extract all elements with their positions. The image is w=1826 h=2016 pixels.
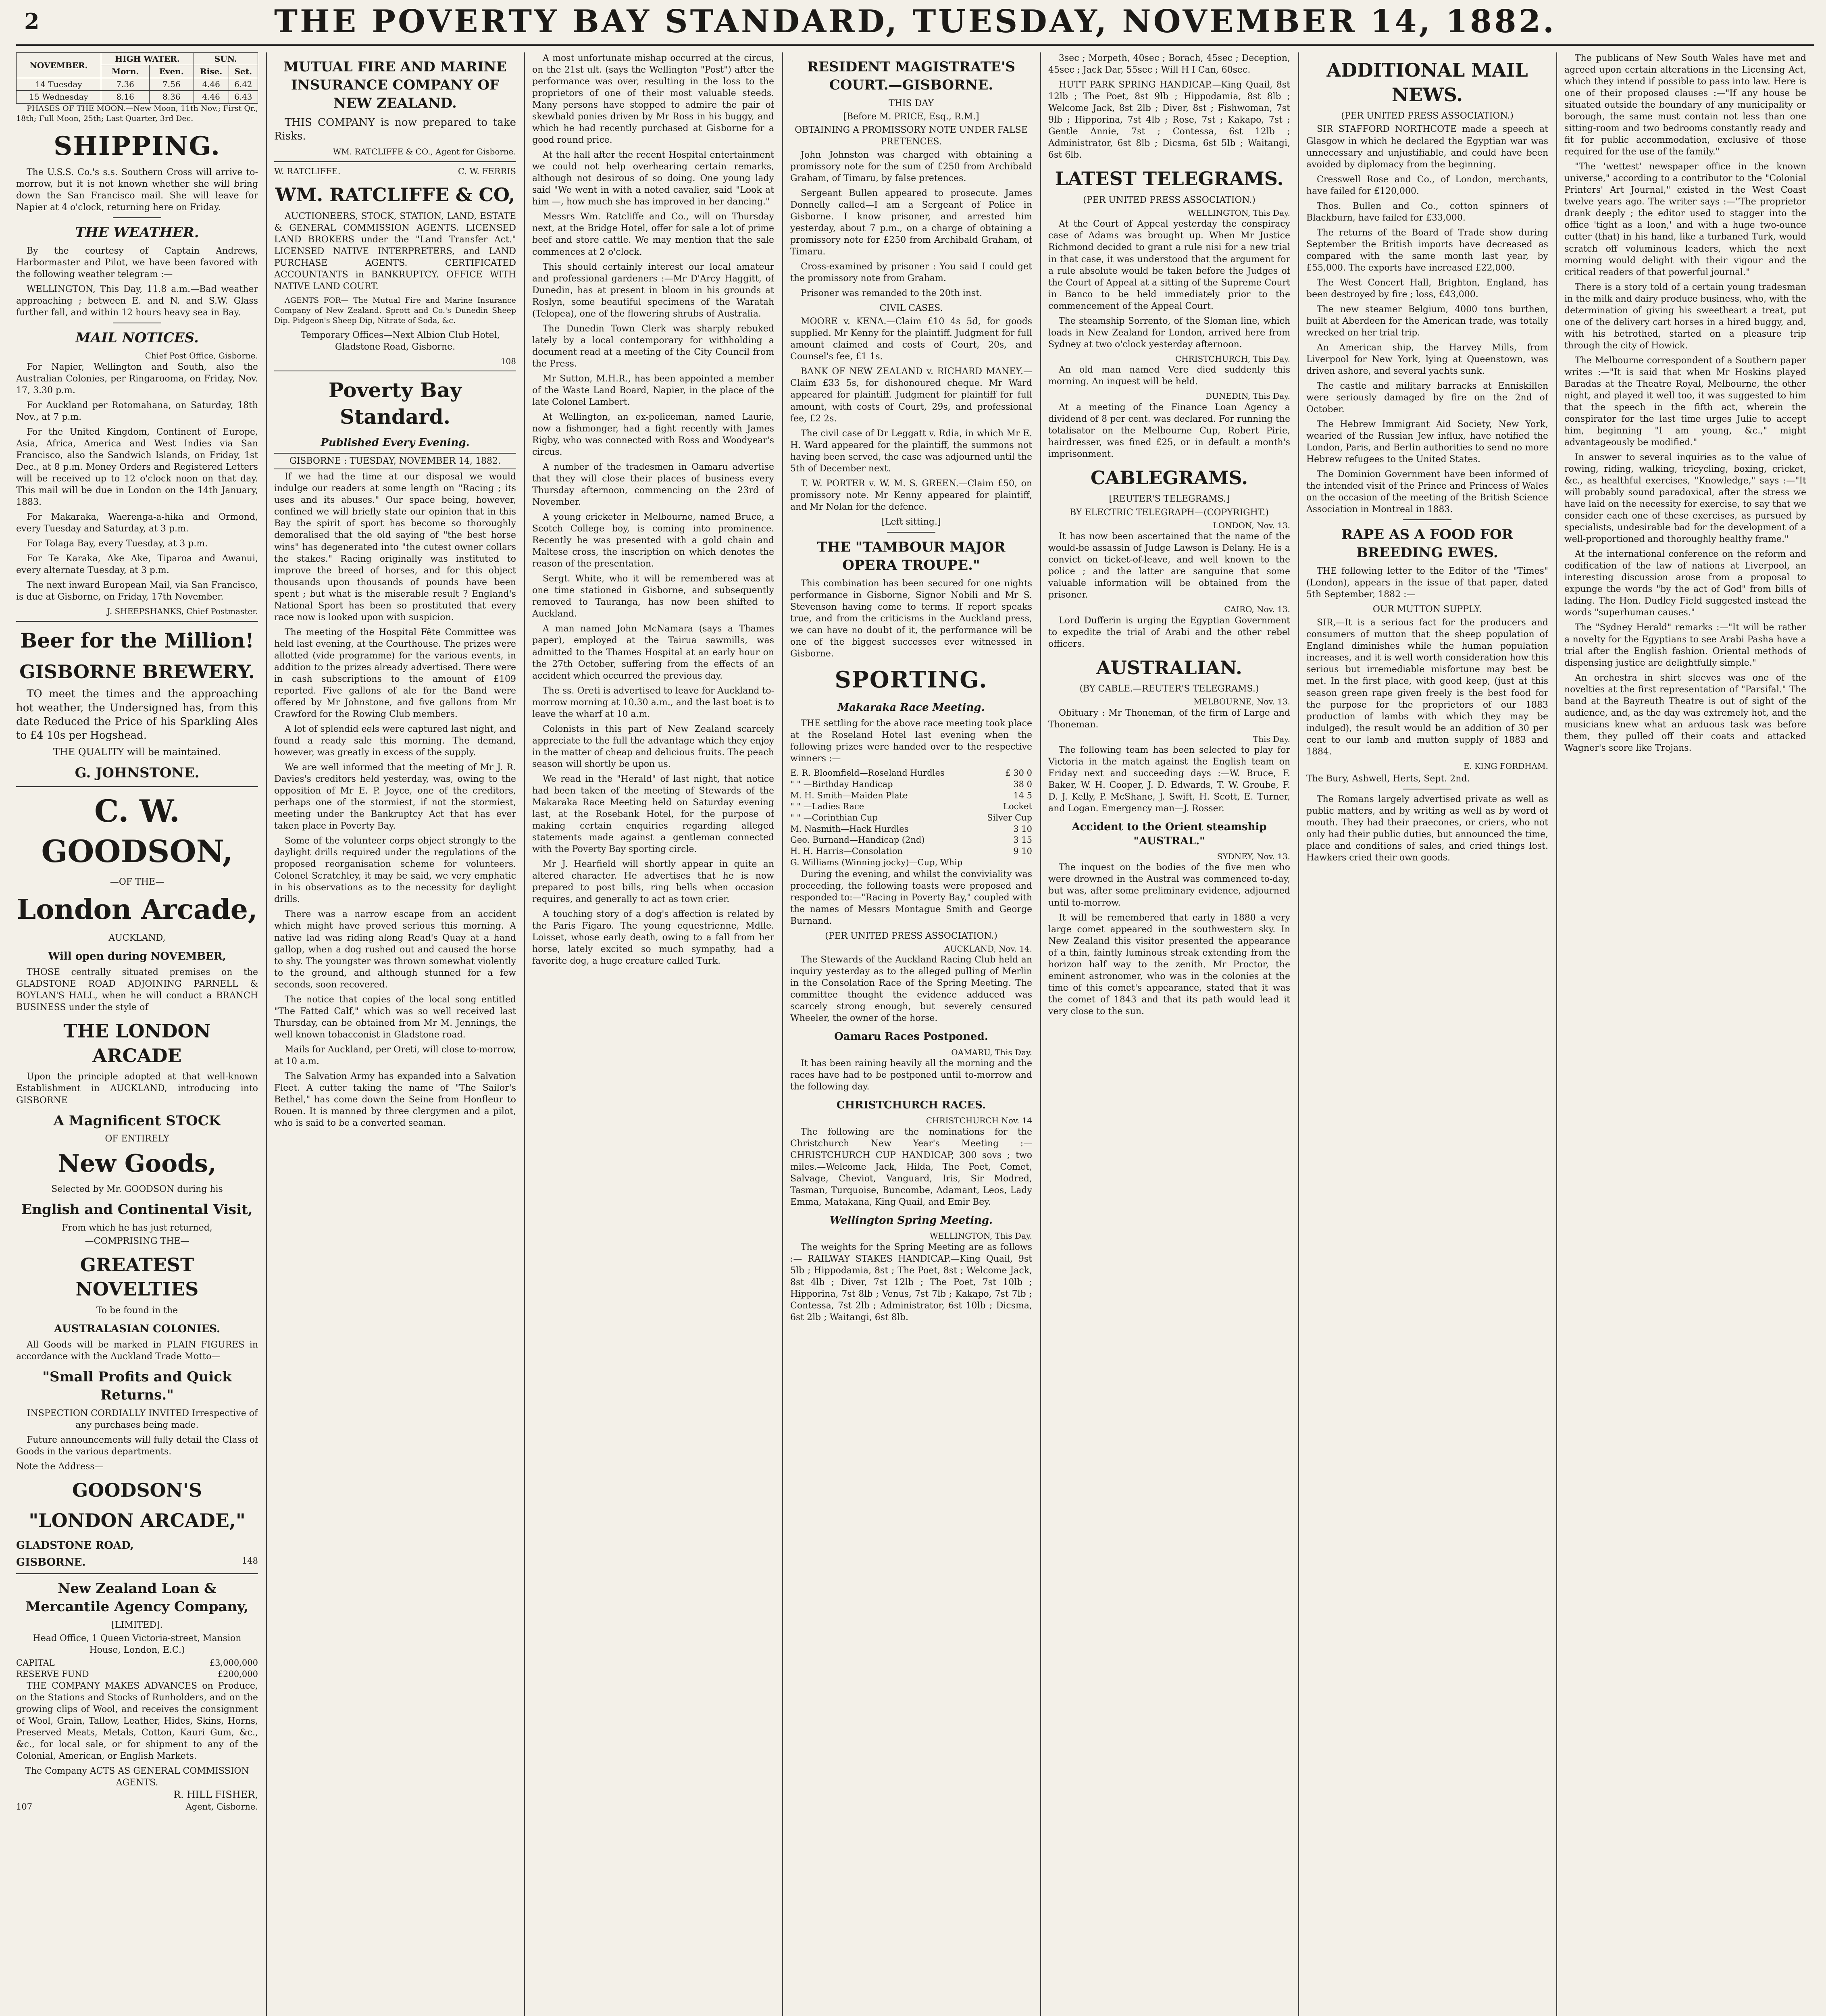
column-3	[532, 52, 774, 2016]
editorial-paragraph: A lot of splendid eels were captured last night, and found a ready sale this morning. The demand, however, was greatly in excess of the supply.	[274, 724, 516, 758]
rape-letter: SIR,—It is a serious fact for the producers and consumers of mutton that the sheep population of England diminishes while the human population increases, and it is well worth consideration how this serious but irremediable misfortune may best be met. In the first place, with good keep, (just at this season green rape given freely is the best food for the purpose for the proprietors of our 1883 production of lambs with which they may be indulged), the result would be an addition of 30 per cent to our lamb and mutton supply of 1883 and 1884.	[1306, 618, 1548, 757]
mail-notice: For Tolaga Bay, every Tuesday, at 3 p.m.	[27, 539, 208, 549]
rape-signature: E. KING FORDHAM.	[1463, 761, 1548, 771]
goodson-address-4: GISBORNE.	[16, 1556, 86, 1569]
mail-news-paragraph: The new steamer Belgium, 4000 tons burthen, built at Aberdeen for the American trade, was totally wrecked on her trial trip.	[1306, 304, 1548, 338]
rape-heading: RAPE AS A FOOD FOR BREEDING EWES.	[1341, 527, 1513, 561]
goodson-city: AUCKLAND,	[108, 933, 166, 943]
tide-header-rise: Rise.	[194, 65, 229, 78]
auckland-dateline: AUCKLAND, Nov. 14.	[944, 943, 1032, 954]
tide-table	[16, 52, 258, 104]
masthead-rule	[16, 44, 1814, 46]
mail-news-paragraph: Thos. Bullen and Co., cotton spinners of Blackburn, have failed for £33,000.	[1306, 201, 1548, 223]
prize-row: Geo. Burnand—Handicap (2nd) 3 15	[790, 835, 1032, 845]
published-line: Published Every Evening.	[321, 436, 470, 449]
prize-row: " " —Birthday Handicap 38 0	[790, 779, 1032, 789]
ratcliffe-ad-number: 108	[500, 356, 516, 366]
news-paragraph: Messrs Wm. Ratcliffe and Co., will on Thursday next, at the Bridge Hotel, offer for sale a lot of prime beef and store cattle. We may mention that the sale commences at 2 o'clock.	[532, 212, 774, 257]
news-paragraph: The Dunedin Town Clerk was sharply rebuked lately by a local contemporary for withholding a document read at a meeting of the City Council from the Press.	[532, 323, 774, 369]
mail-news-paragraph: The castle and military barracks at Enniskillen were seriously damaged by fire on the 2nd of October.	[1306, 381, 1548, 415]
makaraka-intro: THE settling for the above race meeting took place at the Roseland Hotel last evening when the following prizes were handed over to the respective winners :—	[790, 719, 1032, 764]
goodson-novelties: GREATEST NOVELTIES	[75, 1254, 199, 1300]
additional-mail-heading: ADDITIONAL MAIL NEWS.	[1326, 59, 1528, 106]
cairo-text: Lord Dufferin is urging the Egyptian Government to expedite the trial of Arabi and the other rebel officers.	[1048, 615, 1290, 649]
nzloan-ad-number: 107	[16, 1801, 33, 1812]
london-text: It has now been ascertained that the name of the would-be assassin of Judge Lawson is Delany. He is a convict on ticket-of-leave, and well known to the police ; and the latter are sanguine that some valuable information will be obtained from the prisoner.	[1048, 531, 1290, 600]
news-paragraph: "The 'wettest' newspaper office in the known universe," according to a contributor to the "Colonial Printers' Art Journal," existed in the West Coast twelve years ago. The writer says :—"The proprietor drank deeply ; the editor used to stagger into the office 'tight as a loon,' and with a huge two-ounce cutter (that) in his hand, like a turbaned Turk, would scratch off voluminous leaders, which the next morning would delight with their vigour and the critical readers of that powerful journal."	[1564, 162, 1806, 277]
ratcliffe-header-left: W. RATCLIFFE.	[274, 166, 341, 176]
mail-notice: For Te Karaka, Ake Ake, Tiparoa and Awanui, every alternate Tuesday, at 3 p.m.	[16, 554, 258, 576]
goodson-selected: Selected by Mr. GOODSON during his	[51, 1184, 223, 1194]
nzloan-reserve-label: RESERVE FUND	[16, 1669, 89, 1679]
news-paragraph: A touching story of a dog's affection is related by the Paris Figaro. The young equestrienne, Mdlle. Loisset, whose early death, owing to a fall from her horse, lately excited so much sympathy, had a favorite dog, a huge creature called Turk.	[532, 909, 774, 966]
prize-row: M. H. Smith—Maiden Plate 14 5	[790, 790, 1032, 800]
ratcliffe-text: AUCTIONEERS, STOCK, STATION, LAND, ESTATE & GENERAL COMMISSION AGENTS. LICENSED LAND BROKERS under the "Land Transfer Act." LICENSED NATIVE INTERPRETERS, and LAND PURCHASE AGENTS. CERTIFICATED ACCOUNTANTS in BANKRUPTCY. OFFICE WITH NATIVE LAND COURT.	[274, 211, 516, 292]
makaraka-heading: Makaraka Race Meeting.	[837, 701, 985, 714]
sydney-dateline: SYDNEY, Nov. 13.	[1217, 852, 1290, 862]
nzloan-heading: New Zealand Loan & Mercantile Agency Company,	[25, 1581, 249, 1615]
melbourne-dateline: MELBOURNE, Nov. 13.	[1193, 697, 1290, 707]
editorial-paragraph: The meeting of the Hospital Fête Committee was held last evening, at the Courthouse. The prizes were allotted (vide programme) for the various events, in addition to the prizes already advertised. There were in cash subscriptions to the amount of £109 reported. Five gallons of ale for the Band were offered by Mr Johnstone, and five gallons from Mr Crawford for the Rowing Club members.	[274, 627, 516, 719]
nzloan-text: THE COMPANY MAKES ADVANCES on Produce, on the Stations and Stocks of Runholders, and on the growing clips of Wool, and receives the consignment of Wool, Grain, Tallow, Leather, Hides, Skins, Horns, Preserved Meats, Metals, Cotton, Kauri Gum, &c., &c., for local sale, or for shipment to any of the Colonial, American, or English Markets.	[16, 1681, 258, 1761]
news-paragraph: Sergt. White, who it will be remembered was at one time stationed in Gisborne, and subsequently removed to Tauranga, has now been shifted to Auckland.	[532, 574, 774, 619]
christchurch-dateline: CHRISTCHURCH Nov. 14	[926, 1116, 1032, 1126]
mail-notice: The next inward European Mail, via San Francisco, is due at Gisborne, on Friday, 17th November.	[16, 580, 258, 602]
melbourne-this-day: This Day.	[1253, 734, 1290, 744]
australian-sub: (BY CABLE.—REUTER'S TELEGRAMS.)	[1079, 684, 1259, 694]
editorial-paragraph: Some of the volunteer corps object strongly to the daylight drills required under the regulations of the proposed reorganisation scheme for volunteers. Colonel Scratchley, it may be said, we very emphatic in his observations as to the necessity for daylight drills.	[274, 836, 516, 905]
news-paragraph: Mr Sutton, M.H.R., has been appointed a member of the Waste Land Board, Napier, in the place of the late Colonel Lambert.	[532, 373, 774, 407]
brewery-owner: G. JOHNSTONE.	[75, 765, 200, 781]
melbourne-text-2: The following team has been selected to play for Victoria in the match against the English team on Friday next and succeeding days :—W. Bruce, F. Baker, W. H. Cooper, J. D. Edwards, T. W. Groube, F. D. J. Kelly, P. McShane, J. Swift, H. Scott, E. Turner, and Logan. Emergency man—J. Rosser.	[1048, 745, 1290, 814]
news-paragraph: In answer to several inquiries as to the value of rowing, riding, walking, tricycling, boxing, cricket, &c., as healthful exercises, "Knowledge," says :—"It will probably sound paradoxical, after the stress we have laid on the necessity for exercise, to say that we consider each one of these exercises, as pursued by specialists, undesirable bad for the development of a well-proportioned and thoroughly healthy frame."	[1564, 452, 1806, 545]
brewery-text: TO meet the times and the approaching hot weather, the Undersigned has, from this date Reduced the Price of his Sparkling Ales to £4 10s per Hogshead.	[16, 688, 258, 742]
london-dateline: LONDON, Nov. 13.	[1213, 520, 1290, 530]
latest-telegrams-heading: LATEST TELEGRAMS.	[1055, 168, 1284, 190]
news-paragraph: The Melbourne correspondent of a Southern paper writes :—"It is said that when Mr Hoskins played Baradas at the Theatre Royal, Melbourne, the other night, and played it well too, it was suggested to him that the speech in the fifth act, wherein the conspirator for the last time urges Julie to accept him, beginning "I am young, &c.," might advantageously be modified."	[1564, 355, 1806, 448]
tide-header-sun: SUN.	[194, 53, 258, 65]
tide-header-high-water: HIGH WATER.	[101, 53, 194, 65]
postmaster-signature: J. SHEEPSHANKS, Chief Postmaster.	[107, 606, 258, 616]
wellington-dateline: WELLINGTON, This Day.	[930, 1231, 1032, 1241]
goodson-open: Will open during NOVEMBER,	[48, 950, 226, 962]
rape-intro: THE following letter to the Editor of the "Times" (London), appears in the issue of that paper, dated 5th September, 1882 :—	[1306, 566, 1548, 600]
news-paragraph: At the hall after the recent Hospital entertainment we could not help overhearing certain remarks, although not desirous of so doing. One young lady said "We went in with a noted cavalier, said "Look at him —, how much she has improved in her dancing."	[532, 150, 774, 207]
news-paragraph: A number of the tradesmen in Oamaru advertise that they will close their places of business every Thursday afternoon, commencing on the 23rd of November.	[532, 462, 774, 508]
editorial-paragraph: Mails for Auckland, per Oreti, will close to-morrow, at 10 a.m.	[274, 1044, 516, 1066]
paper-title: Poverty Bay Standard.	[328, 378, 462, 429]
tide-header-morn: Morn.	[101, 65, 150, 78]
goodson-found: To be found in the	[96, 1306, 178, 1316]
mail-news-paragraph: The Dominion Government have been informed of the intended visit of the Prince and Princess of Wales on the occasion of the meeting of the British Science Association in Montreal in 1883.	[1306, 469, 1548, 515]
tide-header-even: Even.	[150, 65, 194, 78]
news-paragraph: The publicans of New South Wales have met and agreed upon certain alterations in the Licensing Act, which they intend if possible to pass into law. Here is one of their proposed clauses :—"If any house be situated outside the boundary of any municipality or borough, the same must contain not less than one sitting-room and two bedrooms constantly ready and fit for public accommodation, exclusive of those required for the use of the family."	[1564, 53, 1806, 157]
mail-news-paragraph: Cresswell Rose and Co., of London, merchants, have failed for £120,000.	[1306, 174, 1548, 196]
dunedin-text: At a meeting of the Finance Loan Agency a dividend of 8 per cent. was declared. For running the totalisator on the Melbourne Cup, Robert Pirie, hairdresser, was fined £25, or in default a month's imprisonment.	[1048, 402, 1290, 459]
dateline: GISBORNE : TUESDAY, NOVEMBER 14, 1882.	[274, 453, 516, 469]
prize-row: H. H. Harris—Consolation 9 10	[790, 846, 1032, 856]
news-paragraph: At Wellington, an ex-policeman, named Laurie, now a fishmonger, had a fight recently with James Rigby, who was connected with Ross and Woodyear's circus.	[532, 412, 774, 457]
mail-notice: For Napier, Wellington and South, also the Australian Colonies, per Ringarooma, on Friday, Nov. 17, 3.30 p.m.	[16, 362, 258, 396]
news-paragraph: This should certainly interest our local amateur and professional gardeners :—Mr D'Arcy Haggitt, of Dunedin, has at present in bloom in his grounds at Roslyn, some beautiful specimens of the Waratah (Telopea), one of the flowering shrubs of Australia.	[532, 262, 774, 319]
melbourne-text: Obituary : Mr Thoneman, of the firm of Large and Thoneman.	[1048, 708, 1290, 730]
shipping-text: The U.S.S. Co.'s s.s. Southern Cross will arrive to-morrow, but it is not known whether she will bring down the San Francisco mail. She will leave for Napier at 4 o'clock, returning here on Friday.	[16, 167, 258, 213]
weather-telegram: WELLINGTON, This Day, 11.8 a.m.—Bad weather approaching ; between E. and N. and S.W. Glass further fall, and within 12 hours heavy sea in Bay.	[16, 284, 258, 318]
mutual-heading: MUTUAL FIRE AND MARINE INSURANCE COMPANY OF NEW ZEALAND.	[283, 59, 507, 111]
news-paragraph: The "Sydney Herald" remarks :—"It will be rather a novelty for the Egyptians to see Arabi Pasha have a trial after the English fashion. Oriental methods of dispensing justice are delightfully simple."	[1564, 623, 1806, 668]
court-left-sitting: [Left sitting.]	[881, 516, 941, 527]
goodson-stock: A Magnificent STOCK	[53, 1112, 221, 1129]
column-5	[1048, 52, 1290, 2016]
hutt-text: 3sec ; Morpeth, 40sec ; Borach, 45sec ; Deception, 45sec ; Jack Dar, 55sec ; Will H I Can, 60sec.	[1048, 53, 1290, 75]
goodson-marked: All Goods will be marked in PLAIN FIGURES in accordance with the Auckland Trade Motto—	[16, 1340, 258, 1362]
tambour-heading: THE "TAMBOUR MAJOR OPERA TROUPE."	[817, 539, 1006, 573]
editorial-paragraph: There was a narrow escape from an accident which might have proved serious this morning. A native lad was riding along Read's Quay at a hand gallop, when a dog rushed out and caused the horse to shy. The youngster was thrown somewhat violently to the ground, and although stunned for a few seconds, soon recovered.	[274, 909, 516, 990]
goodson-arcade: London Arcade,	[17, 893, 258, 926]
mail-notices-heading: MAIL NOTICES.	[75, 330, 199, 346]
telegram-paragraph: At the Court of Appeal yesterday the conspiracy case of Adams was brought up. When Mr Justice Richmond decided to grant a rule nisi for a new trial in that case, it was understood that the argument for a rule absolute would be taken before the Judges of the Court of Appeal at a sitting of the Supreme Court in Banco to be held immediately prior to the commencement of the Appeal Court.	[1048, 219, 1290, 311]
auckland-text: The Stewards of the Auckland Racing Club held an inquiry yesterday as to the alleged pulling of Merlin in the Consolation Race of the Spring Meeting. The committee thought the evidence adduced was scarcely strong enough, but severely censured Wheeler, the owner of the horse.	[790, 955, 1032, 1024]
christchurch-races-heading: CHRISTCHURCH RACES.	[836, 1099, 986, 1112]
editorial-paragraph: If we had the time at our disposal we would indulge our readers at some length on "Racing ; its uses and its abuses." Our space being, however, confined we will briefly state our opinion that in this Bay the spirit of sport has become so thoroughly demoralised that the old saying of "the best horse wins" has degenerated into "the cutest owner collars the stakes." Racing originally was instituted to improve the breed of horses, and for this object thousands upon thousands of pounds have been spent ; but what is the miserable result ? England's National Sport has been so prostituted that every race now is looked upon with suspicion.	[274, 472, 516, 623]
mail-news-paragraph: The returns of the Board of Trade show during September the British imports have decreased as compared with the same month last year, by £55,000. The exports have increased £22,000.	[1306, 227, 1548, 273]
news-paragraph: At the international conference on the reform and codification of the law of nations at Liverpool, an interesting discussion arose from a proposal to expunge the words "by the act of God" from bills of lading. The Hon. Dudley Field suggested instead the words "superhuman causes."	[1564, 549, 1806, 618]
goodson-new-goods: New Goods,	[58, 1150, 217, 1178]
sydney-text: The inquest on the bodies of the five men who were drowned in the Austral was commenced to-day, but was, after some preliminary evidence, adjourned until to-morrow.	[1048, 862, 1290, 908]
goodson-text: THOSE centrally situated premises on the GLADSTONE ROAD ADJOINING PARNELL & BOYLAN'S HALL, when he will conduct a BRANCH BUSINESS under the style of	[16, 967, 258, 1012]
sydney-text: It will be remembered that early in 1880 a very large comet appeared in the southwestern sky. In New Zealand this visitor presented the appearance of a thin, faintly luminous streak extending from the horizon half way to the zenith. Mr Proctor, the eminent astronomer, who was in the colonies at the time of this comet's appearance, stated that it was the comet of 1843 and that its path would lead it very close to the sun.	[1048, 912, 1290, 1016]
reuters-line: [REUTER'S TELEGRAMS.]	[1109, 494, 1230, 504]
hutt-park-text: HUTT PARK SPRING HANDICAP.—King Quail, 8st 12lb ; The Poet, 8st 9lb ; Hippodamia, 8st 8lb ; Welcome Jack, 8st 2lb ; Diver, 8st ; Fishwoman, 7st 9lb ; Hipporina, 7st 4lb ; Rose, 7st ; Kakapo, 7st ; Gentle Annie, 7st ; Contessa, 6st 12lb ; Administrator, 6st 8lb ; Dicsma, 6st 5lb ; Waitangi, 6st 6lb.	[1048, 80, 1290, 160]
goodson-colonies: AUSTRALASIAN COLONIES.	[54, 1323, 221, 1335]
court-paragraph: John Johnston was charged with obtaining a promissory note for the sum of £250 from Archibald Graham, of Timaru, by false pretences.	[790, 150, 1032, 183]
column-4	[790, 52, 1032, 2016]
masthead	[24, 4, 1806, 39]
mutton-heading: OUR MUTTON SUPPLY.	[1372, 604, 1482, 615]
civil-case: MOORE v. KENA.—Claim £10 4s 5d, for goods supplied. Mr Kenny for the plaintiff. Judgment for full amount claimed and costs of Court, 20s, and Counsel's fee, £1 1s.	[790, 317, 1032, 362]
court-paragraph: Cross-examined by prisoner : You said I could get the promissory note from Graham.	[790, 262, 1032, 284]
news-paragraph: The ss. Oreti is advertised to leave for Auckland to-morrow morning at 10.30 a.m., and the last boat is to leave the wharf at 10 a.m.	[532, 685, 774, 719]
court-paragraph: Prisoner was remanded to the 20th inst.	[801, 288, 983, 299]
goodson-ad-number: 148	[242, 1556, 258, 1566]
wellington-text: The weights for the Spring Meeting are as follows :— RAILWAY STAKES HANDICAP.—King Quail, 9st 5lb ; Hippodamia, 8st ; The Poet, 8st ; Welcome Jack, 8st 4lb ; Diver, 7st 12lb ; The Poet, 7st 10lb ; Hipporina, 7st 8lb ; Venus, 7st 7lb ; Kakapo, 7st 7lb ; Contessa, 7st 2lb ; Administrator, 6st 10lb ; Dicsma, 6st 2lb ; Waitangi, 6st 8lb.	[790, 1242, 1032, 1322]
mutual-agent: WM. RATCLIFFE & CO., Agent for Gisborne.	[333, 147, 516, 157]
column-2	[274, 52, 516, 2016]
editorial-paragraph: The notice that copies of the local song entitled "The Fatted Calf," which was so well received last Thursday, can be obtained from Mr M. Jennings, the well known tobacconist in Gladstone road.	[274, 994, 516, 1040]
prize-row: " " —Ladies Race Locket	[790, 802, 1032, 812]
nzloan-capital-label: CAPITAL	[16, 1658, 55, 1668]
nzloan-acts: The Company ACTS AS GENERAL COMMISSION AGENTS.	[25, 1766, 249, 1788]
mail-notice: For the United Kingdom, Continent of Europe, Asia, Africa, America and West Indies via San Francisco, also the Sandwich Islands, on Friday, 1st Dec., at 8 p.m. Money Orders and Registered Letters will be received up to 12 o'clock noon on that day. This mail will be due in London on the 14th January, 1883.	[16, 427, 258, 507]
column-7	[1564, 52, 1806, 2016]
goodson-inspection: INSPECTION CORDIALLY INVITED Irrespective of any purchases being made.	[27, 1408, 258, 1431]
press-association: (PER UNITED PRESS ASSOCIATION.)	[825, 931, 997, 941]
tambour-text: This combination has been secured for one nights performance in Gisborne, Signor Nobili and Mr S. Stevenson having come to terms. If report speaks true, and from the criticisms in the Auckland press, we can have no doubt of it, the performance will be one of the biggest successes ever witnessed in Gisborne.	[790, 578, 1032, 659]
news-paragraph: Colonists in this part of New Zealand scarcely appreciate to the full the advantage which they enjoy in the matter of cheap and delicious fruits. The peach season will shortly be upon us.	[532, 724, 774, 769]
news-paragraph: A most unfortunate mishap occurred at the circus, on the 21st ult. (says the Wellington "Post") after the performance was over, resulting in the loss to the proprietors of one of their most valuable steeds. Many persons have stopped to admire the pair of skewbald ponies driven by Mr Ross in his buggy, and which he had recently purchased at Gisborne for a good round price.	[532, 53, 774, 146]
tide-row: 14 Tuesday 7.36 7.56 4.46 6.42	[17, 78, 258, 90]
editorial-paragraph: We are well informed that the meeting of Mr J. R. Davies's creditors held yesterday, was, owing to the opposition of Mr E. P. Joyce, one of the creditors, perhaps one of the stormiest, if not the stormiest, meeting under the Bankruptcy Act that has ever taken place in Poverty Bay.	[274, 762, 516, 831]
beer-heading: Beer for the Million!	[20, 628, 254, 652]
newspaper-masthead-title: THE POVERTY BAY STANDARD, TUESDAY, NOVEMBER 14, 1882.	[274, 3, 1557, 40]
tide-header-month: NOVEMBER.	[17, 53, 101, 78]
civil-case: BANK OF NEW ZEALAND v. RICHARD MANEY.—Claim £33 5s, for dishonoured cheque. Mr Ward appeared for plaintiff. Judgment for plaintiff for full amount, with costs of Court, 29s, and professional fee, £2 2s.	[790, 367, 1032, 424]
prize-row: E. R. Bloomfield—Roseland Hurdles £ 30 0	[790, 768, 1032, 778]
mail-news-paragraph: SIR STAFFORD NORTHCOTE made a speech at Glasgow in which he declared the Egyptian war was unnecessary and unjustifiable, and could have been avoided by diplomacy from the beginning.	[1306, 124, 1548, 170]
brewery-quality: THE QUALITY will be maintained.	[53, 746, 221, 758]
news-paragraph: Mr J. Hearfield will shortly appear in quite an altered character. He advertises that he is now prepared to post bills, ring bells when occasion requires, and generally to act as town crier.	[532, 859, 774, 905]
nzloan-office: Head Office, 1 Queen Victoria-street, Mansion House, London, E.C.)	[33, 1633, 242, 1656]
goodson-address-1: GOODSON'S	[72, 1479, 202, 1502]
court-case-title: OBTAINING A PROMISSORY NOTE UNDER FALSE PRETENCES.	[795, 125, 1028, 147]
court-day: THIS DAY	[889, 98, 934, 108]
nzloan-limited: [LIMITED].	[111, 1620, 163, 1631]
weather-heading: THE WEATHER.	[75, 225, 199, 241]
column-1	[16, 52, 258, 2016]
christchurch-dateline: CHRISTCHURCH, This Day.	[1175, 354, 1290, 364]
orient-heading: Accident to the Orient steamship "AUSTRAL."	[1072, 821, 1267, 847]
column-6	[1306, 52, 1548, 2016]
oamaru-heading: Oamaru Races Postponed.	[834, 1031, 988, 1043]
mail-office: Chief Post Office, Gisborne.	[145, 351, 258, 361]
christchurch-text: The following are the nominations for the Christchurch New Year's Meeting :— CHRISTCHURCH CUP HANDICAP, 300 sovs ; two miles.—Welcome Jack, Hilda, The Poet, Comet, Salvage, Cheviot, Vanguard, Iris, Sir Modred, Tasman, Turquoise, Buncombe, Adamant, Leos, Lady Emma, Matakana, King Quail, and Emir Bey.	[790, 1127, 1032, 1208]
news-paragraph: An orchestra in shirt sleeves was one of the novelties at the first representation of "Parsifal." The band at the Bayreuth Theatre is out of sight of the audience, and, as the day was extremely hot, and the musicians knew what an arduous task was before them, they pulled off their coats and attacked Wagner's score like Trojans.	[1564, 673, 1806, 753]
goodson-style: THE LONDON ARCADE	[63, 1020, 211, 1066]
press-association: (PER UNITED PRESS ASSOCIATION.)	[1341, 111, 1514, 121]
editorial-paragraph: The Salvation Army has expanded into a Salvation Fleet. A cutter taking the name of "The Sailor's Bethel," has come down the Seine from Honfleur to Rouen. It is manned by three clergymen and a pilot, who is said to be a converted seaman.	[274, 1071, 516, 1128]
prize-row: " " —Corinthian Cup Silver Cup	[790, 813, 1032, 823]
makaraka-text: During the evening, and whilst the conviviality was proceeding, the following toasts were proposed and responded to:—"Racing in Poverty Bay," coupled with the names of Messrs Montague Smith and George Burnand.	[790, 869, 1032, 926]
civil-cases-heading: CIVIL CASES.	[879, 303, 943, 314]
prize-row: G. Williams (Winning jocky)—Cup, Whip	[790, 857, 963, 867]
electric-telegraph-line: BY ELECTRIC TELEGRAPH—(COPYRIGHT.)	[1070, 507, 1269, 518]
ratcliffe-header-right: C. W. FERRIS	[458, 166, 516, 176]
court-heading: RESIDENT MAGISTRATE'S COURT.—GISBORNE.	[807, 59, 1015, 93]
mutual-text: THIS COMPANY is now prepared to take Risks.	[274, 116, 516, 142]
news-paragraph: A young cricketer in Melbourne, named Bruce, a Scotch College boy, is coming into prominence. Recently he was presented with a gold chain and Maltese cross, the inscription on which denotes the reason of the presentation.	[532, 512, 774, 569]
ratcliffe-agents: AGENTS FOR— The Mutual Fire and Marine Insurance Company of New Zealand. Sprott and Co.'s Dunedin Sheep Dip. Pidgeon's Sheep Dip, Nitrate of Soda, &c.	[274, 296, 516, 325]
weather-intro: By the courtesy of Captain Andrews, Harbormaster and Pilot, we have been favored with the following weather telegram :—	[16, 246, 258, 280]
nzloan-agent-title: Agent, Gisborne.	[185, 1801, 258, 1812]
ratcliffe-heading: WM. RATCLIFFE & CO,	[275, 184, 515, 206]
goodson-note: Note the Address—	[16, 1462, 104, 1472]
nzloan-agent: R. HILL FISHER,	[173, 1789, 258, 1800]
goodson-entirely: OF ENTIRELY	[105, 1134, 169, 1144]
mail-news-paragraph: The West Concert Hall, Brighton, England, has been destroyed by fire ; loss, £43,000.	[1306, 277, 1548, 300]
christchurch-text: An old man named Vere died suddenly this morning. An inquest will be held.	[1048, 365, 1290, 387]
australian-heading: AUSTRALIAN.	[1096, 656, 1242, 679]
court-paragraph: Sergeant Bullen appeared to prosecute. James Donnelly called—I am a Sergeant of Police in Gisborne. I know prisoner, and arrested him yesterday, about 7 p.m., on a charge of obtaining a promissory note for £250 from Archibald Graham, of Timaru.	[790, 188, 1032, 257]
telegram-paragraph: The steamship Sorrento, of the Sloman line, which loads in New Zealand for London, arrived here from Sydney at two o'clock yesterday afternoon.	[1048, 316, 1290, 350]
goodson-future: Future announcements will fully detail the Class of Goods in the various departments.	[16, 1435, 258, 1457]
goodson-name: C. W. GOODSON,	[41, 793, 233, 870]
news-paragraph: A man named John McNamara (says a Thames paper), employed at the Tairua sawmills, was admitted to the Thames Hospital at an early hour on the 27th October, suffering from the effects of an accident which occurred the previous day.	[532, 624, 774, 681]
news-paragraph: There is a story told of a certain young tradesman in the milk and dairy produce business, who, with the determination of giving his sweetheart a treat, put one of the delivery cart horses in a hired buggy, and, with his betrothed, started on a pleasure trip through the city of Howick.	[1564, 282, 1806, 351]
goodson-comprising: —COMPRISING THE—	[85, 1236, 189, 1246]
wellington-dateline: WELLINGTON, This Day.	[1188, 208, 1290, 218]
nzloan-reserve: £200,000	[217, 1669, 258, 1679]
goodson-of-the: —OF THE—	[110, 877, 164, 887]
dunedin-dateline: DUNEDIN, This Day.	[1205, 391, 1290, 401]
tide-header-set: Set.	[229, 65, 258, 78]
rape-address: The Bury, Ashwell, Herts, Sept. 2nd.	[1306, 774, 1470, 784]
oamaru-dateline: OAMARU, This Day.	[951, 1047, 1032, 1057]
mail-notice: For Makaraka, Waerenga-a-hika and Ormond, every Tuesday and Saturday, at 3 p.m.	[16, 512, 258, 534]
goodson-english: English and Continental Visit,	[21, 1201, 253, 1218]
ratcliffe-offices: Temporary Offices—Next Albion Club Hotel, Gladstone Road, Gisborne.	[301, 330, 500, 352]
page-number: 2	[24, 8, 40, 34]
goodson-address-2: "LONDON ARCADE,"	[29, 1510, 246, 1532]
moon-phases: PHASES OF THE MOON.—New Moon, 11th Nov.; First Qr., 18th; Full Moon, 25th; Last Quarter, 3rd Dec.	[16, 104, 258, 123]
news-paragraph: We read in the "Herald" of last night, that notice had been taken of the meeting of Stewards of the Makaraka Race Meeting held on Saturday evening last, at the Rosebank Hotel, for the purpose of making certain enquiries regarding alleged statements made against a gentleman connected with the Poverty Bay sporting circle.	[532, 774, 774, 854]
romans-text: The Romans largely advertised private as well as public matters, and by writing as well as by word of mouth. They had their praecones, or criers, who not only had their public duties, but announced the time, place and conditions of sales, and cried things lost. Hawkers cried their own goods.	[1306, 794, 1548, 863]
mail-notice: For Auckland per Rotomahana, on Saturday, 18th Nov., at 7 p.m.	[16, 400, 258, 422]
wellington-meeting-heading: Wellington Spring Meeting.	[829, 1214, 993, 1227]
sporting-heading: SPORTING.	[835, 666, 988, 693]
civil-case: The civil case of Dr Leggatt v. Rdia, in which Mr E. H. Ward appeared for the plaintiff, the summons not having been served, the case was adjourned until the 5th of December next.	[790, 428, 1032, 474]
cablegrams-heading: CABLEGRAMS.	[1090, 467, 1248, 489]
civil-case: T. W. PORTER v. W. M. S. GREEN.—Claim £50, on promissory note. Mr Kenny appeared for plaintiff, and Mr Nolan for the defence.	[790, 478, 1032, 512]
shipping-heading: SHIPPING.	[54, 131, 221, 161]
oamaru-text: It has been raining heavily all the morning and the races have had to be postponed until to-morrow and the following day.	[790, 1058, 1032, 1092]
brewery-heading: GISBORNE BREWERY.	[19, 660, 255, 683]
goodson-motto: "Small Profits and Quick Returns."	[42, 1369, 232, 1404]
goodson-principle: Upon the principle adopted at that well-known Establishment in AUCKLAND, introducing into GISBORNE	[16, 1072, 258, 1106]
tide-row: 15 Wednesday 8.16 8.36 4.46 6.43	[17, 91, 258, 103]
nzloan-capital: £3,000,000	[209, 1658, 258, 1668]
court-before: [Before M. PRICE, Esq., R.M.]	[843, 111, 979, 122]
mail-news-paragraph: An American ship, the Harvey Mills, from Liverpool for New York, lying at Queenstown, was driven ashore, and several yachts sunk.	[1306, 343, 1548, 377]
goodson-returned: From which he has just returned,	[62, 1223, 212, 1233]
goodson-address-3: GLADSTONE ROAD,	[16, 1539, 134, 1552]
press-association: (PER UNITED PRESS ASSOCIATION.)	[1083, 195, 1256, 205]
cairo-dateline: CAIRO, Nov. 13.	[1224, 604, 1290, 614]
mail-news-paragraph: The Hebrew Immigrant Aid Society, New York, wearied of the Russian Jew influx, have notified the London, Paris, and Berlin authorities to send no more Hebrew refugees to the United States.	[1306, 419, 1548, 465]
prize-row: M. Nasmith—Hack Hurdles 3 10	[790, 824, 1032, 834]
